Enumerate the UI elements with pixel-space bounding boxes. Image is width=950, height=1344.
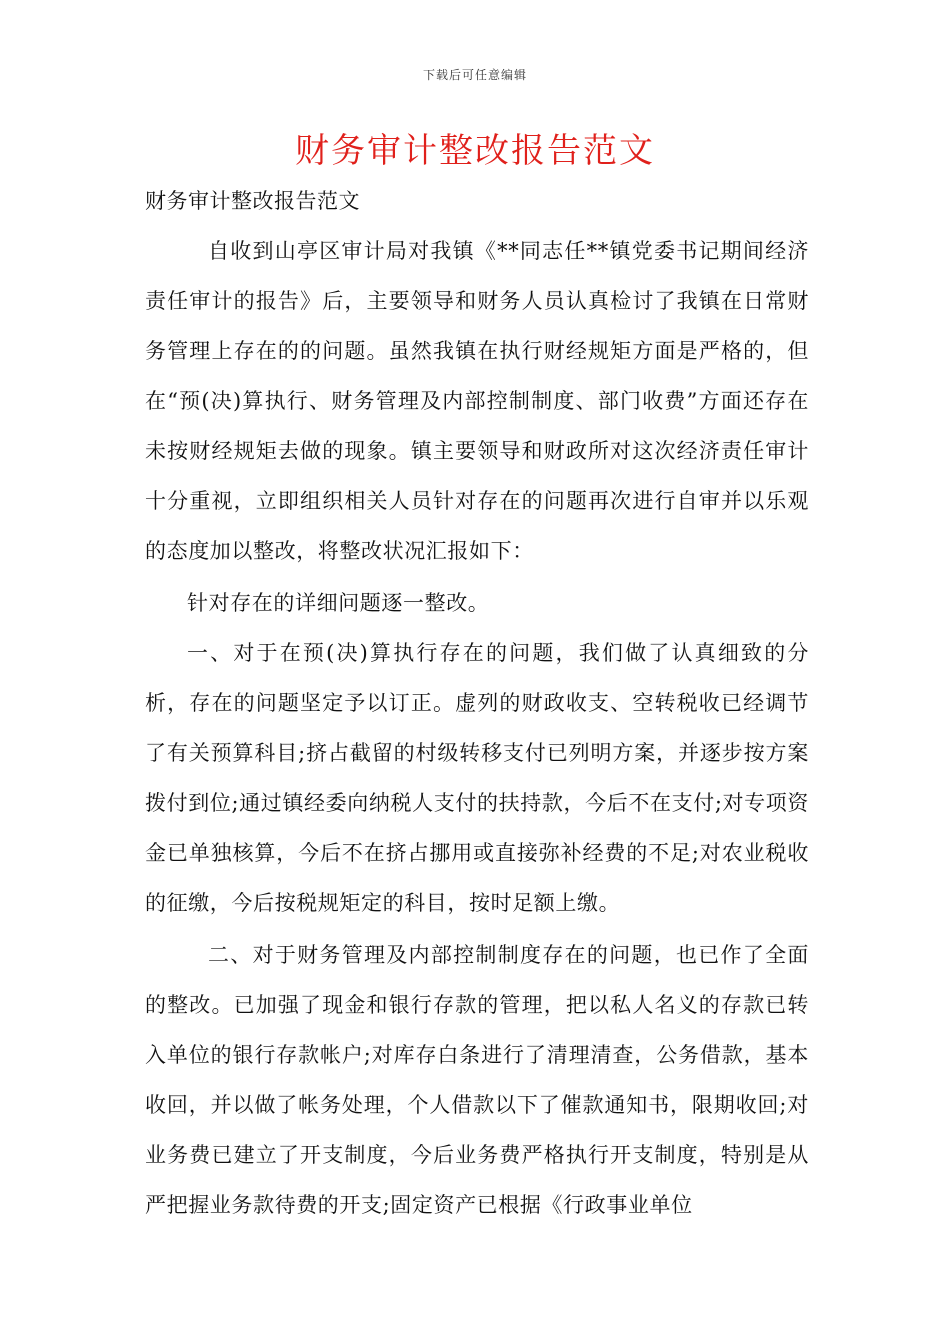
paragraph-intro: 自收到山亭区审计局对我镇《**同志任**镇党委书记期间经济责任审计的报告》后，主要领导和财务人员认真检讨了我镇在日常财务管理上存在的的问题。虽然我镇在执行财经规矩方面是严格的，但在“预(决)算执行、财务管理及内部控制制度、部门收费”方面还存在未按财经规矩去做的现象。镇主要领导和财政所对这次经济责任审计十分重视，立即组织相关人员针对存在的问题再次进行自审并以乐观的态度加以整改，将整改状况汇报如下： — [145, 239, 809, 563]
paragraph-section-one-block — [145, 628, 809, 928]
paragraph-section-one: 一、对于在预(决)算执行存在的问题，我们做了认真细致的分析，存在的问题坚定予以订正。虚列的财政收支、空转税收已经调节了有关预算科目;挤占截留的村级转移支付已列明方案，并逐步按方案拨付到位;通过镇经委向纳税人支付的扶持款，今后不在支付;对专项资金已单独核算，今后不在挤占挪用或直接弥补经费的不足;对农业税收的征缴，今后按税规矩定的科目，按时足额上缴。 — [145, 641, 809, 915]
paragraph-section-two: 二、对于财务管理及内部控制制度存在的问题，也已作了全面的整改。已加强了现金和银行存款的管理，把以私人名义的存款已转入单位的银行存款帐户;对库存白条进行了清理清查，公务借款，基本收回，并以做了帐务处理，个人借款以下了催款通知书，限期收回;对业务费已建立了开支制度，今后业务费严格执行开支制度，特别是从严把握业务款待费的开支;固定资产已根据《行政事业单位 — [145, 943, 809, 1217]
document-title: 财务审计整改报告范文 — [295, 131, 655, 171]
paragraph-intro-block — [145, 226, 809, 576]
document-subtitle: 财务审计整改报告范文 — [145, 189, 360, 213]
header-note: 下载后可任意编辑 — [422, 68, 527, 82]
paragraph-section-two-block — [145, 930, 809, 1230]
paragraph-summary: 针对存在的详细问题逐一整改。 — [187, 591, 490, 615]
paragraph-summary-block — [145, 578, 809, 628]
